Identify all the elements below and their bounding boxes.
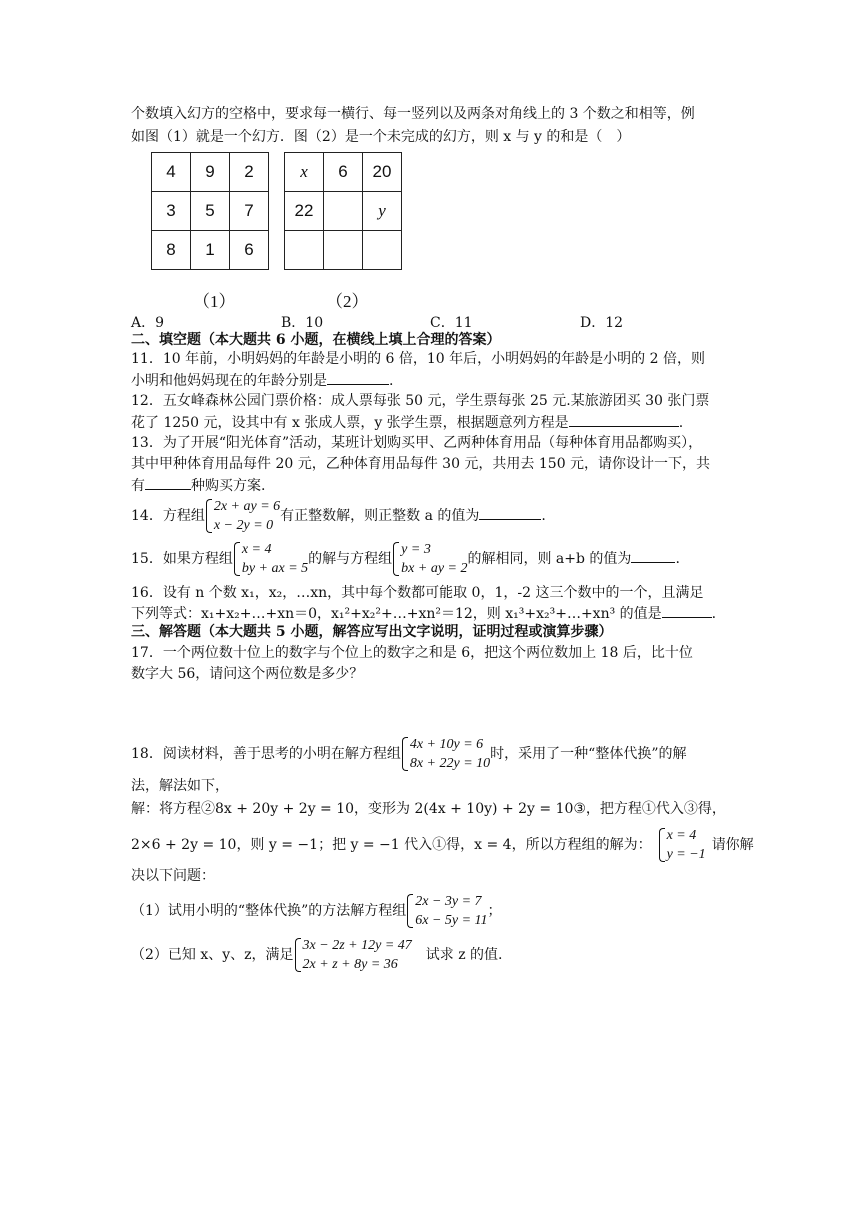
q15-eq3: y = 3 xyxy=(401,542,431,557)
q18-sol2: y = −1 xyxy=(666,847,706,862)
q16-answer-blank[interactable] xyxy=(662,603,712,618)
q15-line: 15．如果方程组 x = 4 by + ax = 5 的解与方程组 y = 3 bx + ay = 2 的解相同，则 a+b 的值为 . xyxy=(131,542,680,576)
q15-text-pre: 15．如果方程组 xyxy=(131,551,233,567)
option-b: B．10 xyxy=(281,315,324,331)
part1-text-pre: （1）试用小明的“整体代换”的方法解方程组 xyxy=(131,903,407,919)
q13-answer-blank[interactable] xyxy=(145,475,191,490)
q18-line-4 xyxy=(131,826,754,864)
q18-text-4-post: 请你解 xyxy=(711,837,754,853)
q11-text: 小明和他妈妈现在的年龄分别是 xyxy=(131,373,327,389)
part1-eq1: 2x − 3y = 7 xyxy=(415,894,482,909)
q16-line-2: 下列等式：x₁+x₂+…+xn＝0，x₁²+x₂²+…+xn²＝12，则 x₁³+x₂³+…+xn³ 的值是 . xyxy=(131,603,716,624)
option-a: A．9 xyxy=(131,315,165,331)
q15-eq2: by + ax = 5 xyxy=(241,561,309,576)
square2-caption: （2） xyxy=(326,292,369,311)
q12-line-2: 花了 1250 元，设其中有 x 张成人票，y 张学生票，根据题意列方程是 . xyxy=(131,412,683,433)
q18-eq2: 8x + 22y = 10 xyxy=(409,756,491,771)
option-d: D．12 xyxy=(580,315,624,331)
square2-cell xyxy=(324,231,363,270)
q15-eq4: bx + ay = 2 xyxy=(401,561,468,576)
q18-part2 xyxy=(131,936,503,974)
part2-text-post: 试求 z 的值. xyxy=(425,947,503,963)
magic-square-2 xyxy=(284,152,402,270)
square1-caption: （1） xyxy=(193,292,236,311)
q14-eq2: x − 2y = 0 xyxy=(213,518,274,533)
q18-text-4: 2×6 + 2y = 10，则 y = −1；把 y = −1 代入①得，x = 4，所以方程组的解为： xyxy=(131,837,652,853)
intro-line-2: 如图（1）就是一个幻方．图（2）是一个未完成的幻方，则 x 与 y 的和是（ ） xyxy=(131,129,631,145)
square1-cell: 4 xyxy=(152,153,191,192)
square1-cell: 1 xyxy=(191,231,230,270)
q17-line-2: 数字大 56，请问这个两位数是多少？ xyxy=(131,666,364,682)
square2-cell: y xyxy=(363,192,402,231)
q15-text-post: 的解相同，则 a+b 的值为 xyxy=(467,551,632,567)
square2-cell xyxy=(363,231,402,270)
q18-sol1: x = 4 xyxy=(666,828,697,843)
intro-line-1: 个数填入幻方的空格中，要求每一横行、每一竖列以及两条对角线上的 3 个数之和相等，例 xyxy=(131,106,695,122)
q12-answer-blank[interactable] xyxy=(569,412,679,427)
part2-eq2: 2x + z + 8y = 36 xyxy=(302,957,398,972)
square2-cell: 22 xyxy=(285,192,324,231)
q14-eq1: 2x + ay = 6 xyxy=(213,499,281,514)
part1-equation-system xyxy=(406,892,487,930)
part2-eq1: 3x − 2z + 12y = 47 xyxy=(302,938,412,953)
square2-cell xyxy=(285,231,324,270)
q14-text-pre: 14．方程组 xyxy=(131,508,205,524)
q13-line-2: 其中甲种体育用品每件 20 元，乙种体育用品每件 30 元，共用去 150 元，请你设计一下，共 xyxy=(131,456,711,472)
q16-text: 下列等式：x₁+x₂+…+xn＝0，x₁²+x₂²+…+xn²＝12，则 x₁³+x₂³+…+xn³ 的值是 xyxy=(131,606,662,622)
square1-cell: 3 xyxy=(152,192,191,231)
q14-answer-blank[interactable] xyxy=(479,505,541,520)
q13-line-1: 13．为了开展“阳光体育”活动，某班计划购买甲、乙两种体育用品（每种体育用品都购买）， xyxy=(131,435,703,451)
q15-text-mid: 的解与方程组 xyxy=(308,551,393,567)
q15-eq1: x = 4 xyxy=(241,542,272,557)
magic-square-1 xyxy=(151,152,269,270)
square2-cell xyxy=(324,192,363,231)
q18-equation-system xyxy=(401,735,490,773)
section2-heading: 二、填空题（本大题共 6 小题，在横线上填上合理的答案） xyxy=(131,332,501,348)
q18-part1 xyxy=(131,892,502,930)
q16-line-1: 16．设有 n 个数 x₁，x₂，…xn，其中每个数都可能取 0，1，-2 这三个数中的一个，且满足 xyxy=(131,585,704,601)
q15-answer-blank[interactable] xyxy=(631,548,675,563)
section3-heading: 三、解答题（本大题共 5 小题，解答应写出文字说明，证明过程或演算步骤） xyxy=(131,624,613,640)
square2-cell: 6 xyxy=(324,153,363,192)
square2-cell: x xyxy=(285,153,324,192)
q14-text-post: 有正整数解，则正整数 a 的值为 xyxy=(280,508,480,524)
q11-answer-blank[interactable] xyxy=(327,370,389,385)
q18-line-2: 法，解法如下， xyxy=(131,778,229,794)
q15-equation-system-2 xyxy=(392,540,467,578)
option-c: C．11 xyxy=(430,315,473,331)
square1-cell: 9 xyxy=(191,153,230,192)
part1-text-post: ； xyxy=(487,903,502,919)
square1-cell: 7 xyxy=(230,192,269,231)
q12-text: 花了 1250 元，设其中有 x 张成人票，y 张学生票，根据题意列方程是 xyxy=(131,415,569,431)
q11-line-2: 小明和他妈妈现在的年龄分别是 . xyxy=(131,370,393,391)
square1-cell: 5 xyxy=(191,192,230,231)
q18-line-1 xyxy=(131,735,686,773)
part2-equation-system xyxy=(294,936,412,974)
q18-line-3: 解：将方程②8x + 20y + 2y = 10，变形为 2(4x + 10y) + 2y = 10③，把方程①代入③得， xyxy=(131,801,726,817)
q18-text-pre: 18．阅读材料，善于思考的小明在解方程组 xyxy=(131,746,401,762)
square1-cell: 8 xyxy=(152,231,191,270)
q12-line-1: 12．五女峰森林公园门票价格：成人票每张 50 元，学生票每张 25 元.某旅游团买 30 张门票 xyxy=(131,393,710,409)
q18-eq1: 4x + 10y = 6 xyxy=(409,737,484,752)
q17-line-1: 17．一个两位数十位上的数字与个位上的数字之和是 6，把这个两位数加上 18 后，比十位 xyxy=(131,645,693,661)
q14-line: 14．方程组 2x + ay = 6 x − 2y = 0 有正整数解，则正整数 a 的值为 . xyxy=(131,499,546,533)
part1-eq2: 6x − 5y = 11 xyxy=(415,913,488,928)
q13-text-pre: 有 xyxy=(131,478,145,494)
q18-text-post: 时，采用了一种“整体代换”的解 xyxy=(490,746,687,762)
q13-text-post: 种购买方案. xyxy=(191,478,266,494)
square2-cell: 20 xyxy=(363,153,402,192)
part2-text-pre: （2）已知 x、y、z，满足 xyxy=(131,947,294,963)
q14-equation-system xyxy=(205,497,280,535)
q13-line-3 xyxy=(131,475,265,496)
square1-cell: 6 xyxy=(230,231,269,270)
q11-line-1: 11．10 年前，小明妈妈的年龄是小明的 6 倍，10 年后，小明妈妈的年龄是小明的 2 倍，则 xyxy=(131,351,705,367)
q18-line-5: 决以下问题： xyxy=(131,868,215,884)
square1-cell: 2 xyxy=(230,153,269,192)
q15-equation-system-1 xyxy=(233,540,308,578)
q18-solution-system xyxy=(658,826,706,864)
